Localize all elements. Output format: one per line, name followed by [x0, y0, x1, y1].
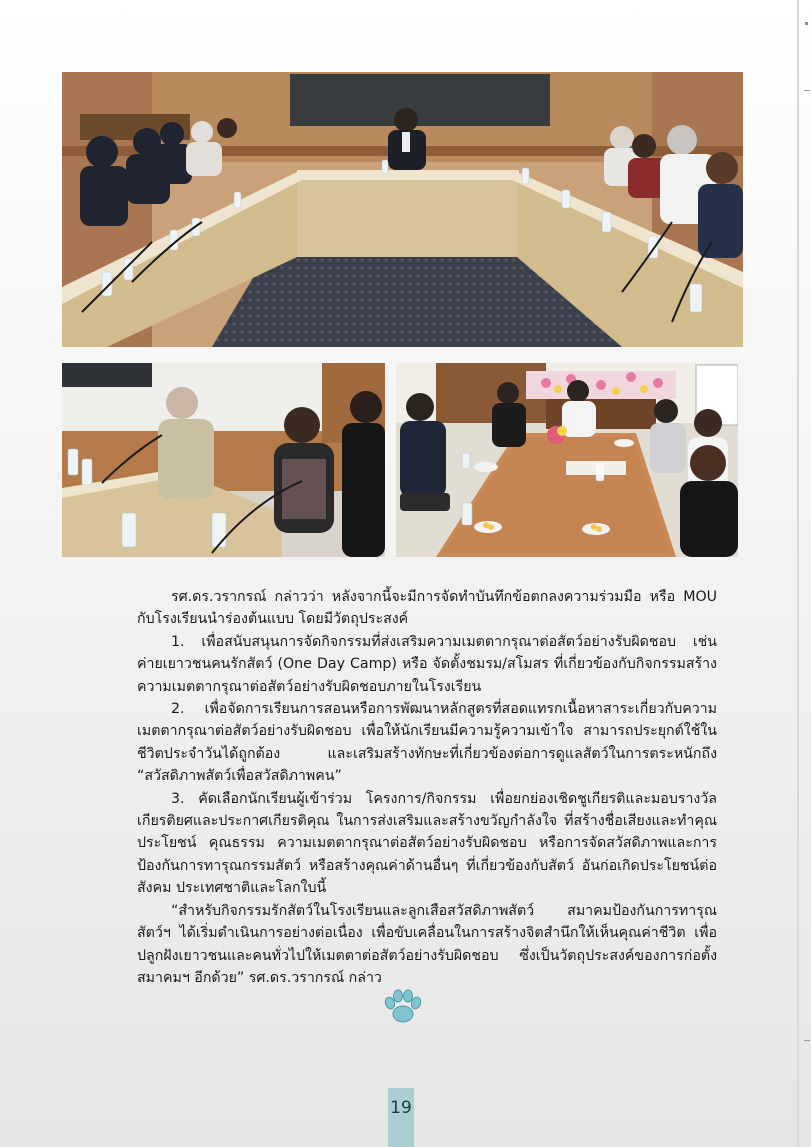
page-edge-tick	[804, 90, 810, 91]
round-table-photo	[396, 363, 738, 557]
speaker-photo	[62, 363, 385, 557]
paw-print-icon	[383, 988, 423, 1026]
page-number-tab	[388, 1088, 414, 1147]
article-paragraph-objective-3: 3. คัดเลือกนักเรียนผู้เข้าร่วม โครงการ/กิจกรรม เพื่อยกย่องเชิดชูเกียรติและมอบรางวัลเกียรติยศและประกาศเกียรติคุณ ในการส่งเสริมและสร้างขวัญกำลังใจ ที่สร้างชื่อเสียงและทำคุณประโยชน์ คุณธรรม ความเมตตากรุณาต่อสัตว์อย่างรับผิดชอบ หรือการจัดสวัสดิภาพและการป้องกันการทารุณกรรมสัตว์ หรือสร้างคุณค่าด้านอื่นๆ ที่เกี่ยวข้องกับสัตว์ อันก่อเกิดประโยชน์ต่อสังคม ประเทศชาติและโลกใบนี้	[137, 790, 717, 897]
meeting-room-photo	[62, 72, 743, 347]
article-body	[137, 586, 717, 989]
page-edge-tick	[804, 1040, 810, 1041]
article-paragraph-quote: “สำหรับกิจกรรมรักสัตว์ในโรงเรียนและลูกเสือสวัสดิภาพสัตว์ สมาคมป้องกันการทารุณสัตว์ฯ ได้เริ่มดำเนินการอย่างต่อเนื่อง เพื่อขับเคลื่อนในการสร้างจิตสำนึกให้เห็นคุณค่าชีวิต เพื่อปลูกฝังเยาวชนและคนทั่วไปให้เมตตาต่อสัตว์อย่างรับผิดชอบ ซึ่งเป็นวัตถุประสงค์ของการก่อตั้งสมาคมฯ อีกด้วย” รศ.ดร.วรากรณ์ กล่าว	[137, 902, 717, 986]
page-number: 19	[390, 1098, 412, 1118]
page-edge-line	[797, 0, 799, 1147]
article-paragraph-objective-1: 1. เพื่อสนับสนุนการจัดกิจกรรมที่ส่งเสริมความเมตตากรุณาต่อสัตว์อย่างรับผิดชอบ เช่น ค่ายเยาวชนคนรักสัตว์ (One Day Camp) หรือ จัดตั้งชมรม/สโมสร ที่เกี่ยวข้องกับกิจกรรมสร้างความเมตตากรุณาต่อสัตว์อย่างรับผิดชอบภายในโรงเรียน	[137, 633, 717, 695]
page-edge-mark	[805, 22, 808, 25]
article-paragraph-intro: รศ.ดร.วรากรณ์ กล่าวว่า หลังจากนี้จะมีการจัดทำบันทึกข้อตกลงความร่วมมือ หรือ MOU กับโรงเรียนนำร่องต้นแบบ โดยมีวัตถุประสงค์	[137, 589, 717, 628]
article-paragraph-objective-2: 2. เพื่อจัดการเรียนการสอนหรือการพัฒนาหลักสูตรที่สอดแทรกเนื้อหาสาระเกี่ยวกับความเมตตากรุณาต่อสัตว์อย่างรับผิดชอบ เพื่อให้นักเรียนมีความรู้ความเข้าใจ สามารถประยุกต์ใช้ในชีวิตประจำวันได้ถูกต้อง และเสริมสร้างทักษะที่เกี่ยวข้องต่อการดูแลสัตว์ในการตระหนักถึง “สวัสดิภาพสัตว์เพื่อสวัสดิภาพคน”	[137, 701, 717, 785]
